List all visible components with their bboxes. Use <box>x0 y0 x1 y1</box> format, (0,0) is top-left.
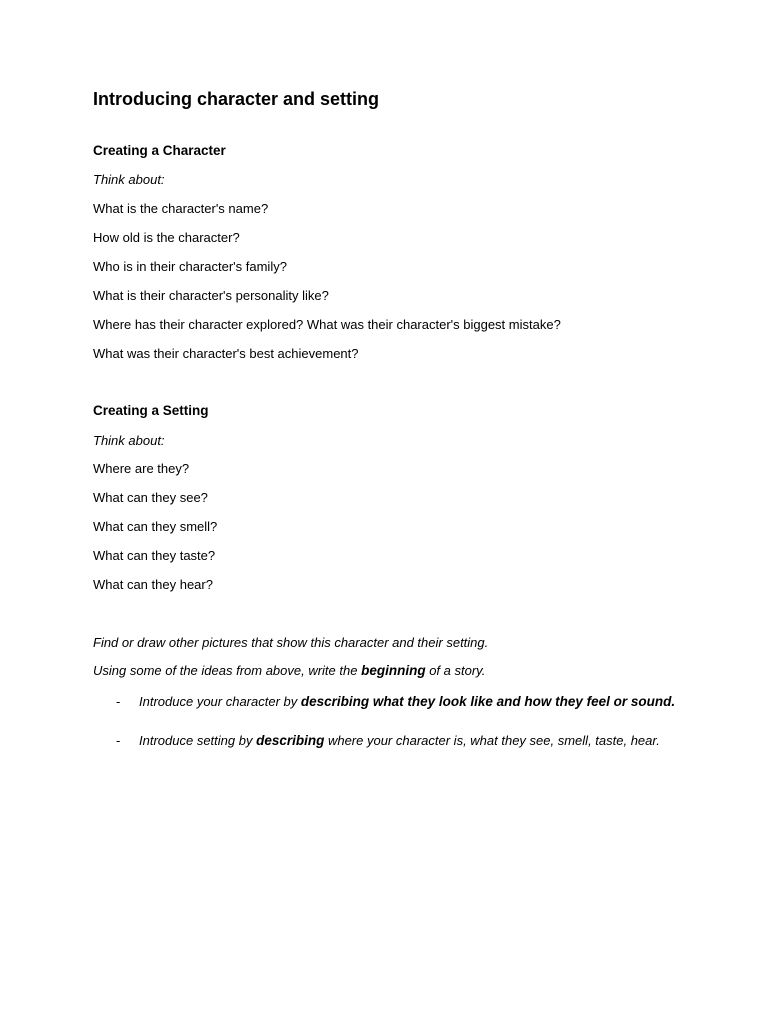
character-question: How old is the character? <box>93 230 240 245</box>
character-question: What is the character's name? <box>93 201 269 216</box>
setting-heading: Creating a Setting <box>93 403 209 418</box>
character-heading: Creating a Character <box>93 143 226 158</box>
bullet-dash: - <box>116 694 121 709</box>
character-question: Where has their character explored? What was their character's biggest mistake? <box>93 317 561 332</box>
find-draw-instruction: Find or draw other pictures that show this character and their setting. <box>93 635 489 650</box>
bullet-bold: describing what they look like and how they feel or sound <box>300 694 672 709</box>
character-think-about: Think about: <box>93 172 165 187</box>
character-question: What was their character's best achievement? <box>93 346 359 361</box>
bullet-item-character <box>116 692 676 711</box>
bullet-suffix: where your character is, what they see, smell, taste, hear. <box>324 733 660 748</box>
setting-question: What can they taste? <box>93 548 216 563</box>
bullet-text <box>139 731 676 750</box>
write-suffix: of a story. <box>425 663 486 678</box>
setting-question: Where are they? <box>93 461 190 476</box>
page-title: Introducing character and setting <box>93 89 380 109</box>
write-prefix: Using some of the ideas from above, write the <box>93 663 362 678</box>
bullet-dash: - <box>116 733 121 748</box>
bullet-text <box>139 692 676 711</box>
character-question: What is their character's personality like? <box>93 288 329 303</box>
bullet-prefix: Introduce your character by <box>139 694 301 709</box>
bullet-item-setting <box>116 731 676 750</box>
setting-question: What can they see? <box>93 490 208 505</box>
bullet-prefix: Introduce setting by <box>139 733 257 748</box>
setting-question: What can they hear? <box>93 577 213 592</box>
bullet-suffix: . <box>671 694 676 709</box>
bullet-bold: describing <box>256 733 325 748</box>
setting-question: What can they smell? <box>93 519 218 534</box>
write-bold: beginning <box>361 663 426 678</box>
character-question: Who is in their character's family? <box>93 259 287 274</box>
setting-think-about: Think about: <box>93 433 165 448</box>
write-instruction <box>93 662 485 680</box>
